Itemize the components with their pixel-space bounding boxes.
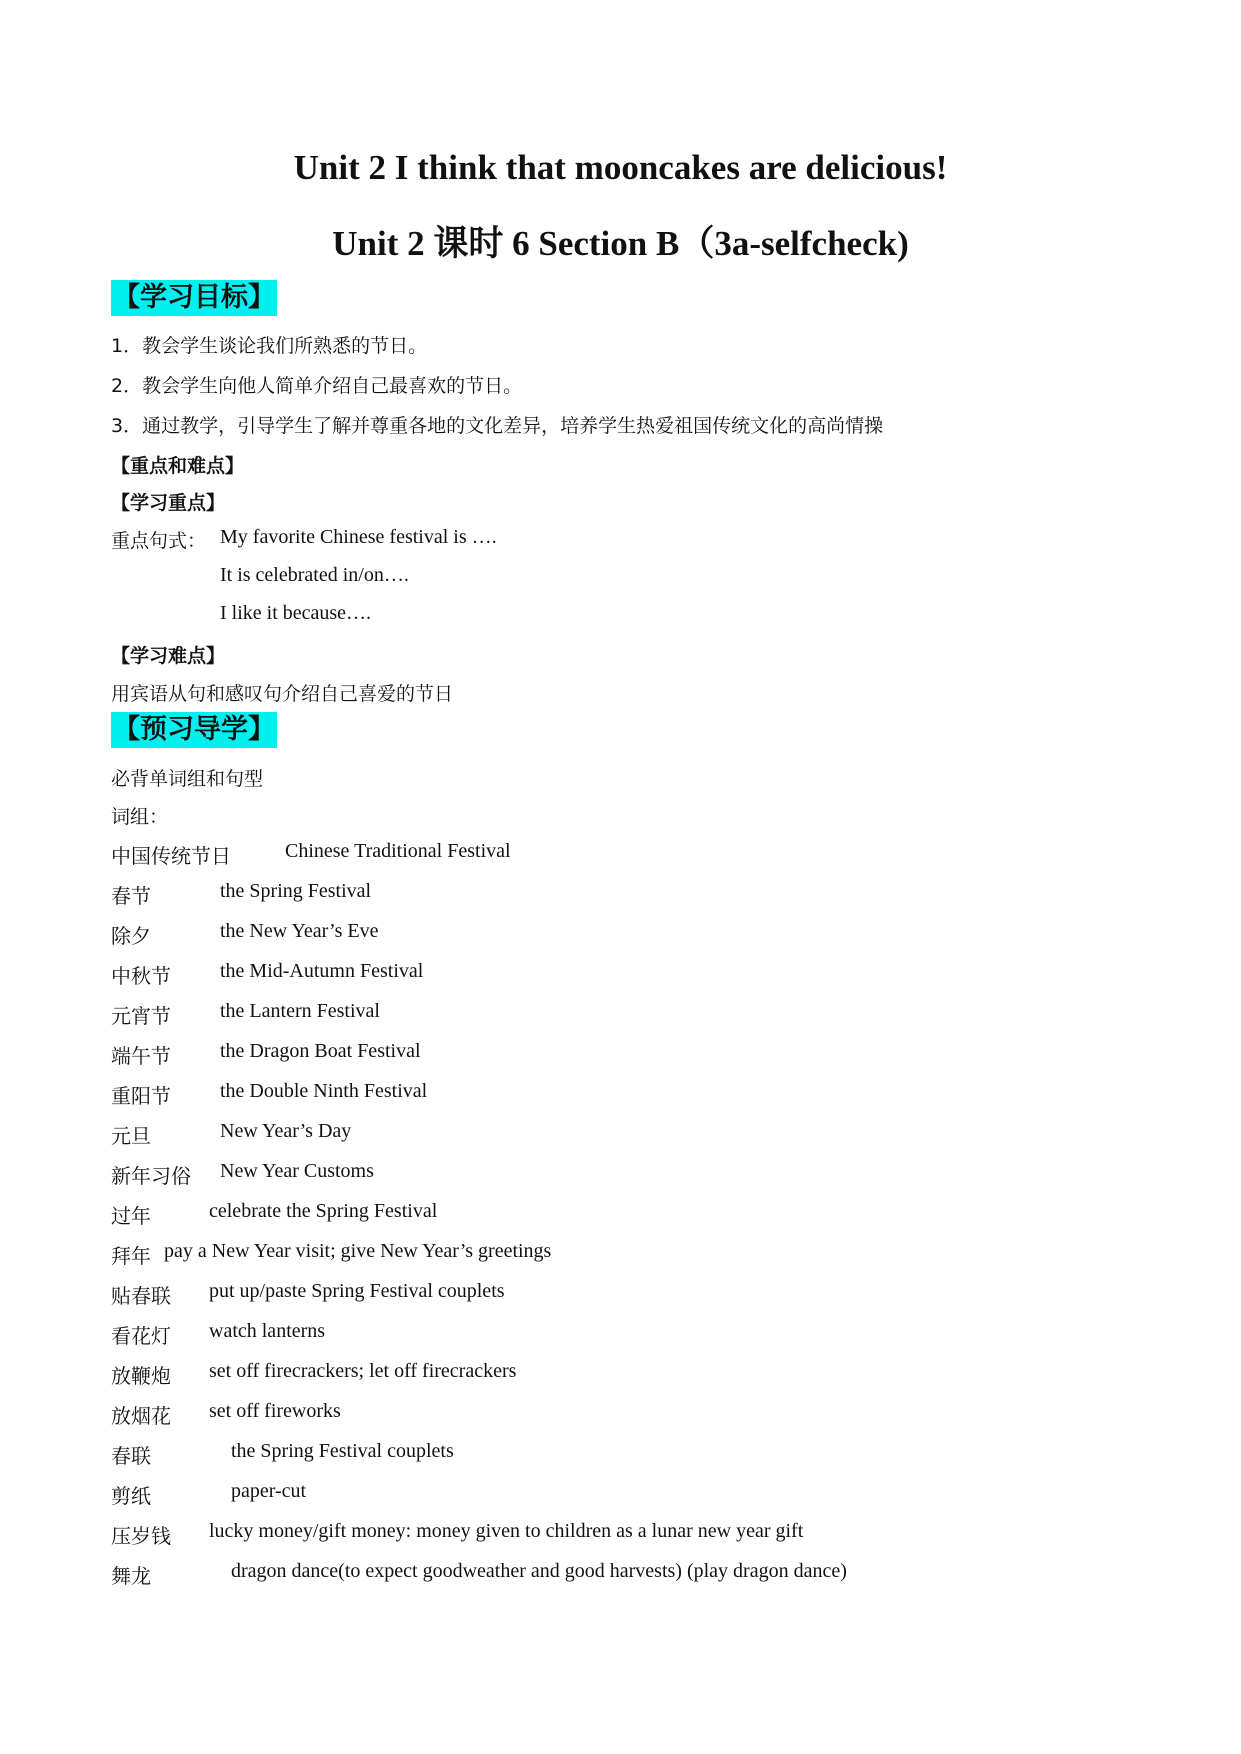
vocab-en: watch lanterns xyxy=(209,1320,326,1342)
vocab-zh: 端午节 xyxy=(111,1044,171,1068)
vocab-zh: 压岁钱 xyxy=(111,1524,171,1548)
section-heading-preview: 【预习导学】 xyxy=(111,712,277,748)
vocab-en: set off fireworks xyxy=(209,1400,341,1422)
vocab-zh: 元宵节 xyxy=(111,1004,171,1028)
vocab-zh: 放烟花 xyxy=(111,1404,171,1428)
vocab-zh: 春联 xyxy=(111,1444,151,1468)
key-sentence-1: My favorite Chinese festival is …. xyxy=(220,526,497,548)
difficult-text: 用宾语从句和感叹句介绍自己喜爱的节日 xyxy=(111,683,454,705)
vocab-zh: 中秋节 xyxy=(111,964,171,988)
vocab-en: pay a New Year visit; give New Year’s greetings xyxy=(164,1240,552,1262)
vocab-en: put up/paste Spring Festival couplets xyxy=(209,1280,505,1302)
vocab-zh: 除夕 xyxy=(111,924,151,948)
vocab-zh: 剪纸 xyxy=(111,1484,151,1508)
vocab-zh: 贴春联 xyxy=(111,1284,171,1308)
must-recite-label: 必背单词组和句型 xyxy=(111,768,264,790)
vocab-en: the Spring Festival couplets xyxy=(231,1440,454,1462)
vocab-en: set off firecrackers; let off firecrackers xyxy=(209,1360,517,1382)
heading-difficult-points: 【学习难点】 xyxy=(111,645,226,667)
vocab-en: the Spring Festival xyxy=(220,880,372,902)
vocab-en: lucky money/gift money: money given to children as a lunar new year gift xyxy=(209,1520,804,1542)
section-heading-objectives: 【学习目标】 xyxy=(111,280,277,316)
heading-key-difficult: 【重点和难点】 xyxy=(111,455,245,477)
vocab-en: the Dragon Boat Festival xyxy=(220,1040,421,1062)
vocab-zh: 中国传统节日 xyxy=(111,844,231,868)
vocab-en: the Lantern Festival xyxy=(220,1000,380,1022)
vocab-en: dragon dance(to expect goodweather and good harvests) (play dragon dance) xyxy=(231,1560,847,1582)
vocab-en: Chinese Traditional Festival xyxy=(285,840,511,862)
vocab-zh: 舞龙 xyxy=(111,1564,151,1588)
vocab-zh: 放鞭炮 xyxy=(111,1364,171,1388)
goal-3: 3．通过教学，引导学生了解并尊重各地的文化差异，培养学生热爱祖国传统文化的高尚情操 xyxy=(111,415,884,437)
vocab-en: New Year’s Day xyxy=(220,1120,352,1142)
vocab-zh: 元旦 xyxy=(111,1124,151,1148)
vocab-en: New Year Customs xyxy=(220,1160,374,1182)
vocab-en: the New Year’s Eve xyxy=(220,920,379,942)
vocab-en: the Double Ninth Festival xyxy=(220,1080,428,1102)
vocab-en: the Mid-Autumn Festival xyxy=(220,960,424,982)
vocab-en: celebrate the Spring Festival xyxy=(209,1200,438,1222)
page-title: Unit 2 I think that mooncakes are delicious! xyxy=(293,148,948,187)
goal-2: 2．教会学生向他人简单介绍自己最喜欢的节日。 xyxy=(111,375,523,397)
key-sentence-label: 重点句式： xyxy=(111,530,207,552)
page-subtitle: Unit 2 课时 6 Section B（3a-selfcheck) xyxy=(332,224,909,263)
vocab-zh: 春节 xyxy=(111,884,151,908)
phrases-label: 词组： xyxy=(111,806,169,828)
vocab-zh: 拜年 xyxy=(111,1244,151,1268)
key-sentence-3: I like it because…. xyxy=(220,602,372,624)
goal-1: 1．教会学生谈论我们所熟悉的节日。 xyxy=(111,335,428,357)
vocab-zh: 重阳节 xyxy=(111,1084,171,1108)
vocab-en: paper-cut xyxy=(231,1480,307,1502)
heading-key-points: 【学习重点】 xyxy=(111,492,226,514)
vocab-zh: 过年 xyxy=(111,1204,151,1228)
key-sentence-2: It is celebrated in/on…. xyxy=(220,564,409,586)
vocab-zh: 看花灯 xyxy=(111,1324,171,1348)
vocab-zh: 新年习俗 xyxy=(111,1164,191,1188)
